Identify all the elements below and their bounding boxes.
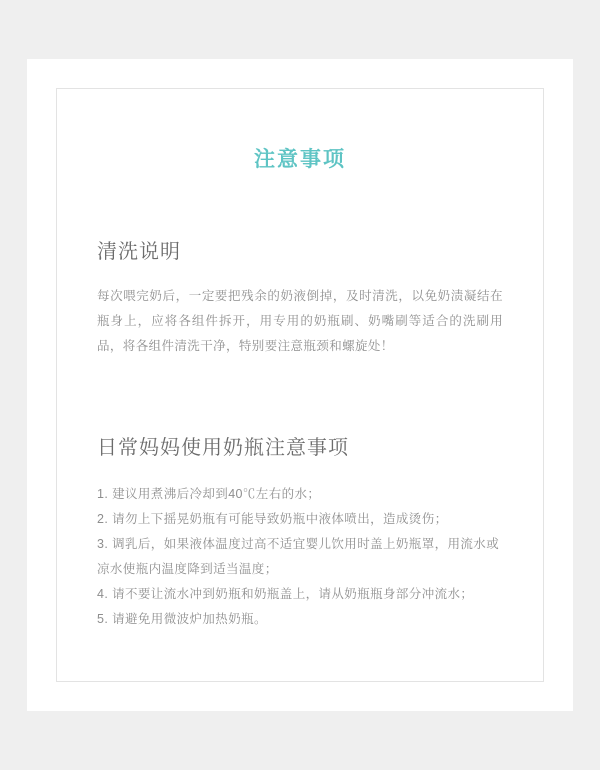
list-item: 3. 调乳后，如果液体温度过高不适宜婴儿饮用时盖上奶瓶罩，用流水或凉水使瓶内温度降到适当温度； — [97, 537, 500, 576]
section-heading-daily-usage: 日常妈妈使用奶瓶注意事项 — [97, 437, 349, 459]
document-page — [27, 59, 573, 711]
list-item: 4. 请不要让流水冲到奶瓶和奶瓶盖上，请从奶瓶瓶身部分冲流水； — [97, 587, 474, 601]
list-item: 2. 请勿上下摇晃奶瓶有可能导致奶瓶中液体喷出，造成烫伤； — [97, 512, 448, 526]
section-heading-cleaning: 清洗说明 — [97, 241, 181, 263]
section-cleaning-instructions — [97, 235, 503, 359]
list-item: 5. 请避免用微波炉加热奶瓶。 — [97, 612, 267, 626]
section-paragraph-cleaning: 每次喂完奶后，一定要把残余的奶液倒掉，及时清洗，以免奶渍凝结在瓶身上，应将各组件拆开，用专用的奶瓶刷、奶嘴刷等适合的洗刷用品，将各组件清洗干净，特别要注意瓶颈和螺旋处！ — [97, 289, 503, 353]
page-title: 注意事项 — [254, 148, 346, 171]
section-daily-usage-notes — [97, 431, 503, 632]
list-item: 1. 建议用煮沸后冷却到40℃左右的水； — [97, 487, 321, 501]
daily-usage-list — [97, 482, 503, 632]
document-content — [97, 119, 503, 632]
